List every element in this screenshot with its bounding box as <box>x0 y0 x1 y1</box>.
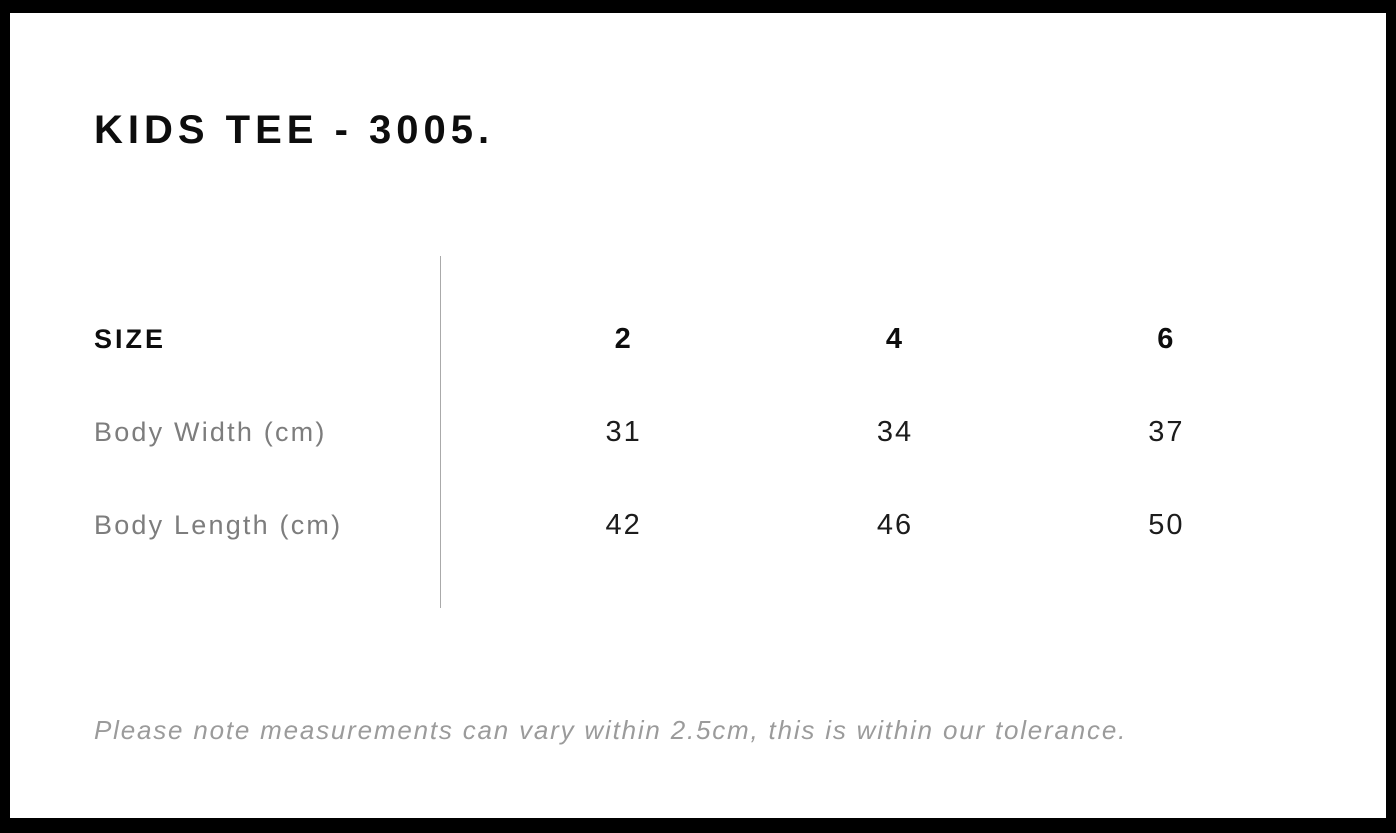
body-width-size-6: 37 <box>1148 415 1185 448</box>
size-column-2: 2 <box>614 322 633 355</box>
row-cells <box>440 416 1302 449</box>
tolerance-note: Please note measurements can vary within 2.5cm, this is within our tolerance. <box>94 715 1128 745</box>
size-header-label: SIZE <box>94 323 167 354</box>
body-width-size-4: 34 <box>876 415 914 448</box>
row-cells <box>440 509 1302 542</box>
page-title: KIDS TEE - 3005. <box>94 108 495 152</box>
table-row-body-length <box>94 479 1302 572</box>
table-divider <box>440 256 441 608</box>
row-label: Body Length (cm) <box>94 509 343 540</box>
size-column-6: 6 <box>1157 322 1176 355</box>
table-row-body-width <box>94 386 1302 479</box>
body-width-size-2: 31 <box>605 415 642 448</box>
size-table <box>94 256 1302 608</box>
body-length-size-2: 42 <box>605 508 642 541</box>
table-header-row <box>94 293 1302 386</box>
row-label: Body Width (cm) <box>94 416 327 447</box>
size-column-4: 4 <box>885 322 905 355</box>
header-cells <box>440 323 1302 356</box>
body-length-size-4: 46 <box>876 508 914 541</box>
body-length-size-6: 50 <box>1148 508 1185 541</box>
